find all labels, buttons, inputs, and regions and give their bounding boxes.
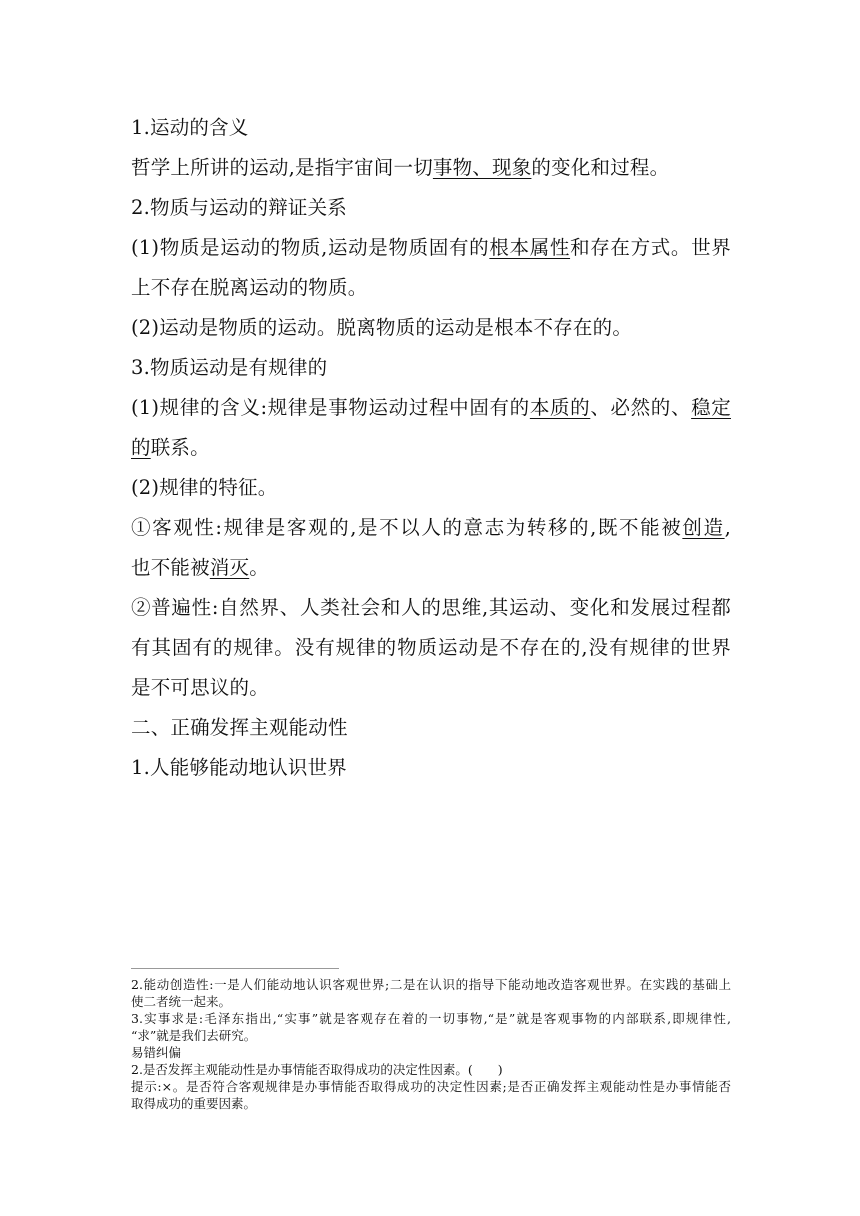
objectivity-suffix-1: , bbox=[724, 516, 731, 539]
hint-line1: 提示:×。是否符合客观规律是办事情能否取得成功的决定性因素;是否正确发挥主观能动性是办事情能否 bbox=[131, 1079, 731, 1094]
footnote-3-line1: 3.实事求是:毛泽东指出,“实事”就是客观存在着的一切事物,“是”就是客观事物的内部联系,即规律性, bbox=[131, 1011, 731, 1026]
universality-line2: 有其固有的规律。没有规律的物质运动是不存在的,没有规律的世界 bbox=[131, 636, 731, 659]
footnote-3-line2: “求”就是我们去研究。 bbox=[131, 1028, 257, 1043]
motion-definition-underlined: 事物、现象 bbox=[432, 156, 532, 179]
objectivity-line2-prefix: 也不能被 bbox=[131, 556, 210, 579]
footnotes bbox=[131, 976, 731, 1112]
objectivity-line1 bbox=[131, 508, 731, 548]
relation-point-1-suffix: 和存在方式。世界 bbox=[570, 236, 731, 259]
hint-line2: 取得成功的重要因素。 bbox=[131, 1096, 257, 1111]
motion-definition-suffix: 的变化和过程。 bbox=[531, 156, 670, 179]
law-meaning-line1 bbox=[131, 388, 731, 428]
objectivity-line2-suffix: 。 bbox=[249, 556, 269, 579]
law-meaning-suffix: 联系。 bbox=[150, 436, 210, 459]
main-content bbox=[131, 108, 731, 788]
objectivity-underlined-1: 创造 bbox=[682, 516, 725, 539]
law-meaning-line2 bbox=[131, 428, 731, 468]
error-correction-label: 易错纠偏 bbox=[131, 1045, 182, 1060]
relation-point-2: (2)运动是物质的运动。脱离物质的运动是根本不存在的。 bbox=[131, 316, 633, 339]
relation-point-1-underlined: 根本属性 bbox=[489, 236, 571, 259]
heading-cognize-world: 1.人能够能动地认识世界 bbox=[131, 756, 348, 779]
heading-motion-meaning: 1.运动的含义 bbox=[131, 116, 249, 139]
objectivity-line2 bbox=[131, 548, 731, 588]
universality-line1: ②普遍性:自然界、人类社会和人的思维,其运动、变化和发展过程都 bbox=[131, 596, 731, 619]
footnote-divider bbox=[131, 968, 339, 969]
relation-point-1-prefix: (1)物质是运动的物质,运动是物质固有的 bbox=[131, 236, 490, 259]
relation-point-1-line2: 上不存在脱离运动的物质。 bbox=[131, 276, 368, 299]
section-two-heading: 二、正确发挥主观能动性 bbox=[131, 716, 348, 739]
motion-definition-prefix: 哲学上所讲的运动,是指宇宙间一切 bbox=[131, 156, 433, 179]
footnote-2-line2: 使二者统一起来。 bbox=[131, 994, 232, 1009]
law-features-heading: (2)规律的特征。 bbox=[131, 476, 278, 499]
law-meaning-prefix: (1)规律的含义:规律是事物运动过程中固有的 bbox=[131, 396, 530, 419]
law-meaning-underlined-1: 本质的 bbox=[529, 396, 591, 419]
question-2: 2.是否发挥主观能动性是办事情能否取得成功的决定性因素。( ) bbox=[131, 1062, 503, 1077]
motion-definition bbox=[131, 148, 731, 188]
law-meaning-middle: 、必然的、 bbox=[590, 396, 692, 419]
relation-point-1-line1 bbox=[131, 228, 731, 268]
law-meaning-underlined-2b: 的 bbox=[131, 436, 151, 459]
universality-line3: 是不可思议的。 bbox=[131, 676, 269, 699]
law-meaning-underlined-2a: 稳定 bbox=[691, 396, 731, 419]
heading-matter-motion-relation: 2.物质与运动的辩证关系 bbox=[131, 196, 348, 219]
footnote-2-line1: 2.能动创造性:一是人们能动地认识客观世界;二是在认识的指导下能动地改造客观世界。在实践的基础上 bbox=[131, 977, 731, 992]
objectivity-underlined-2: 消灭 bbox=[209, 556, 250, 579]
objectivity-prefix: ①客观性:规律是客观的,是不以人的意志为转移的,既不能被 bbox=[131, 516, 683, 539]
heading-motion-law: 3.物质运动是有规律的 bbox=[131, 356, 328, 379]
